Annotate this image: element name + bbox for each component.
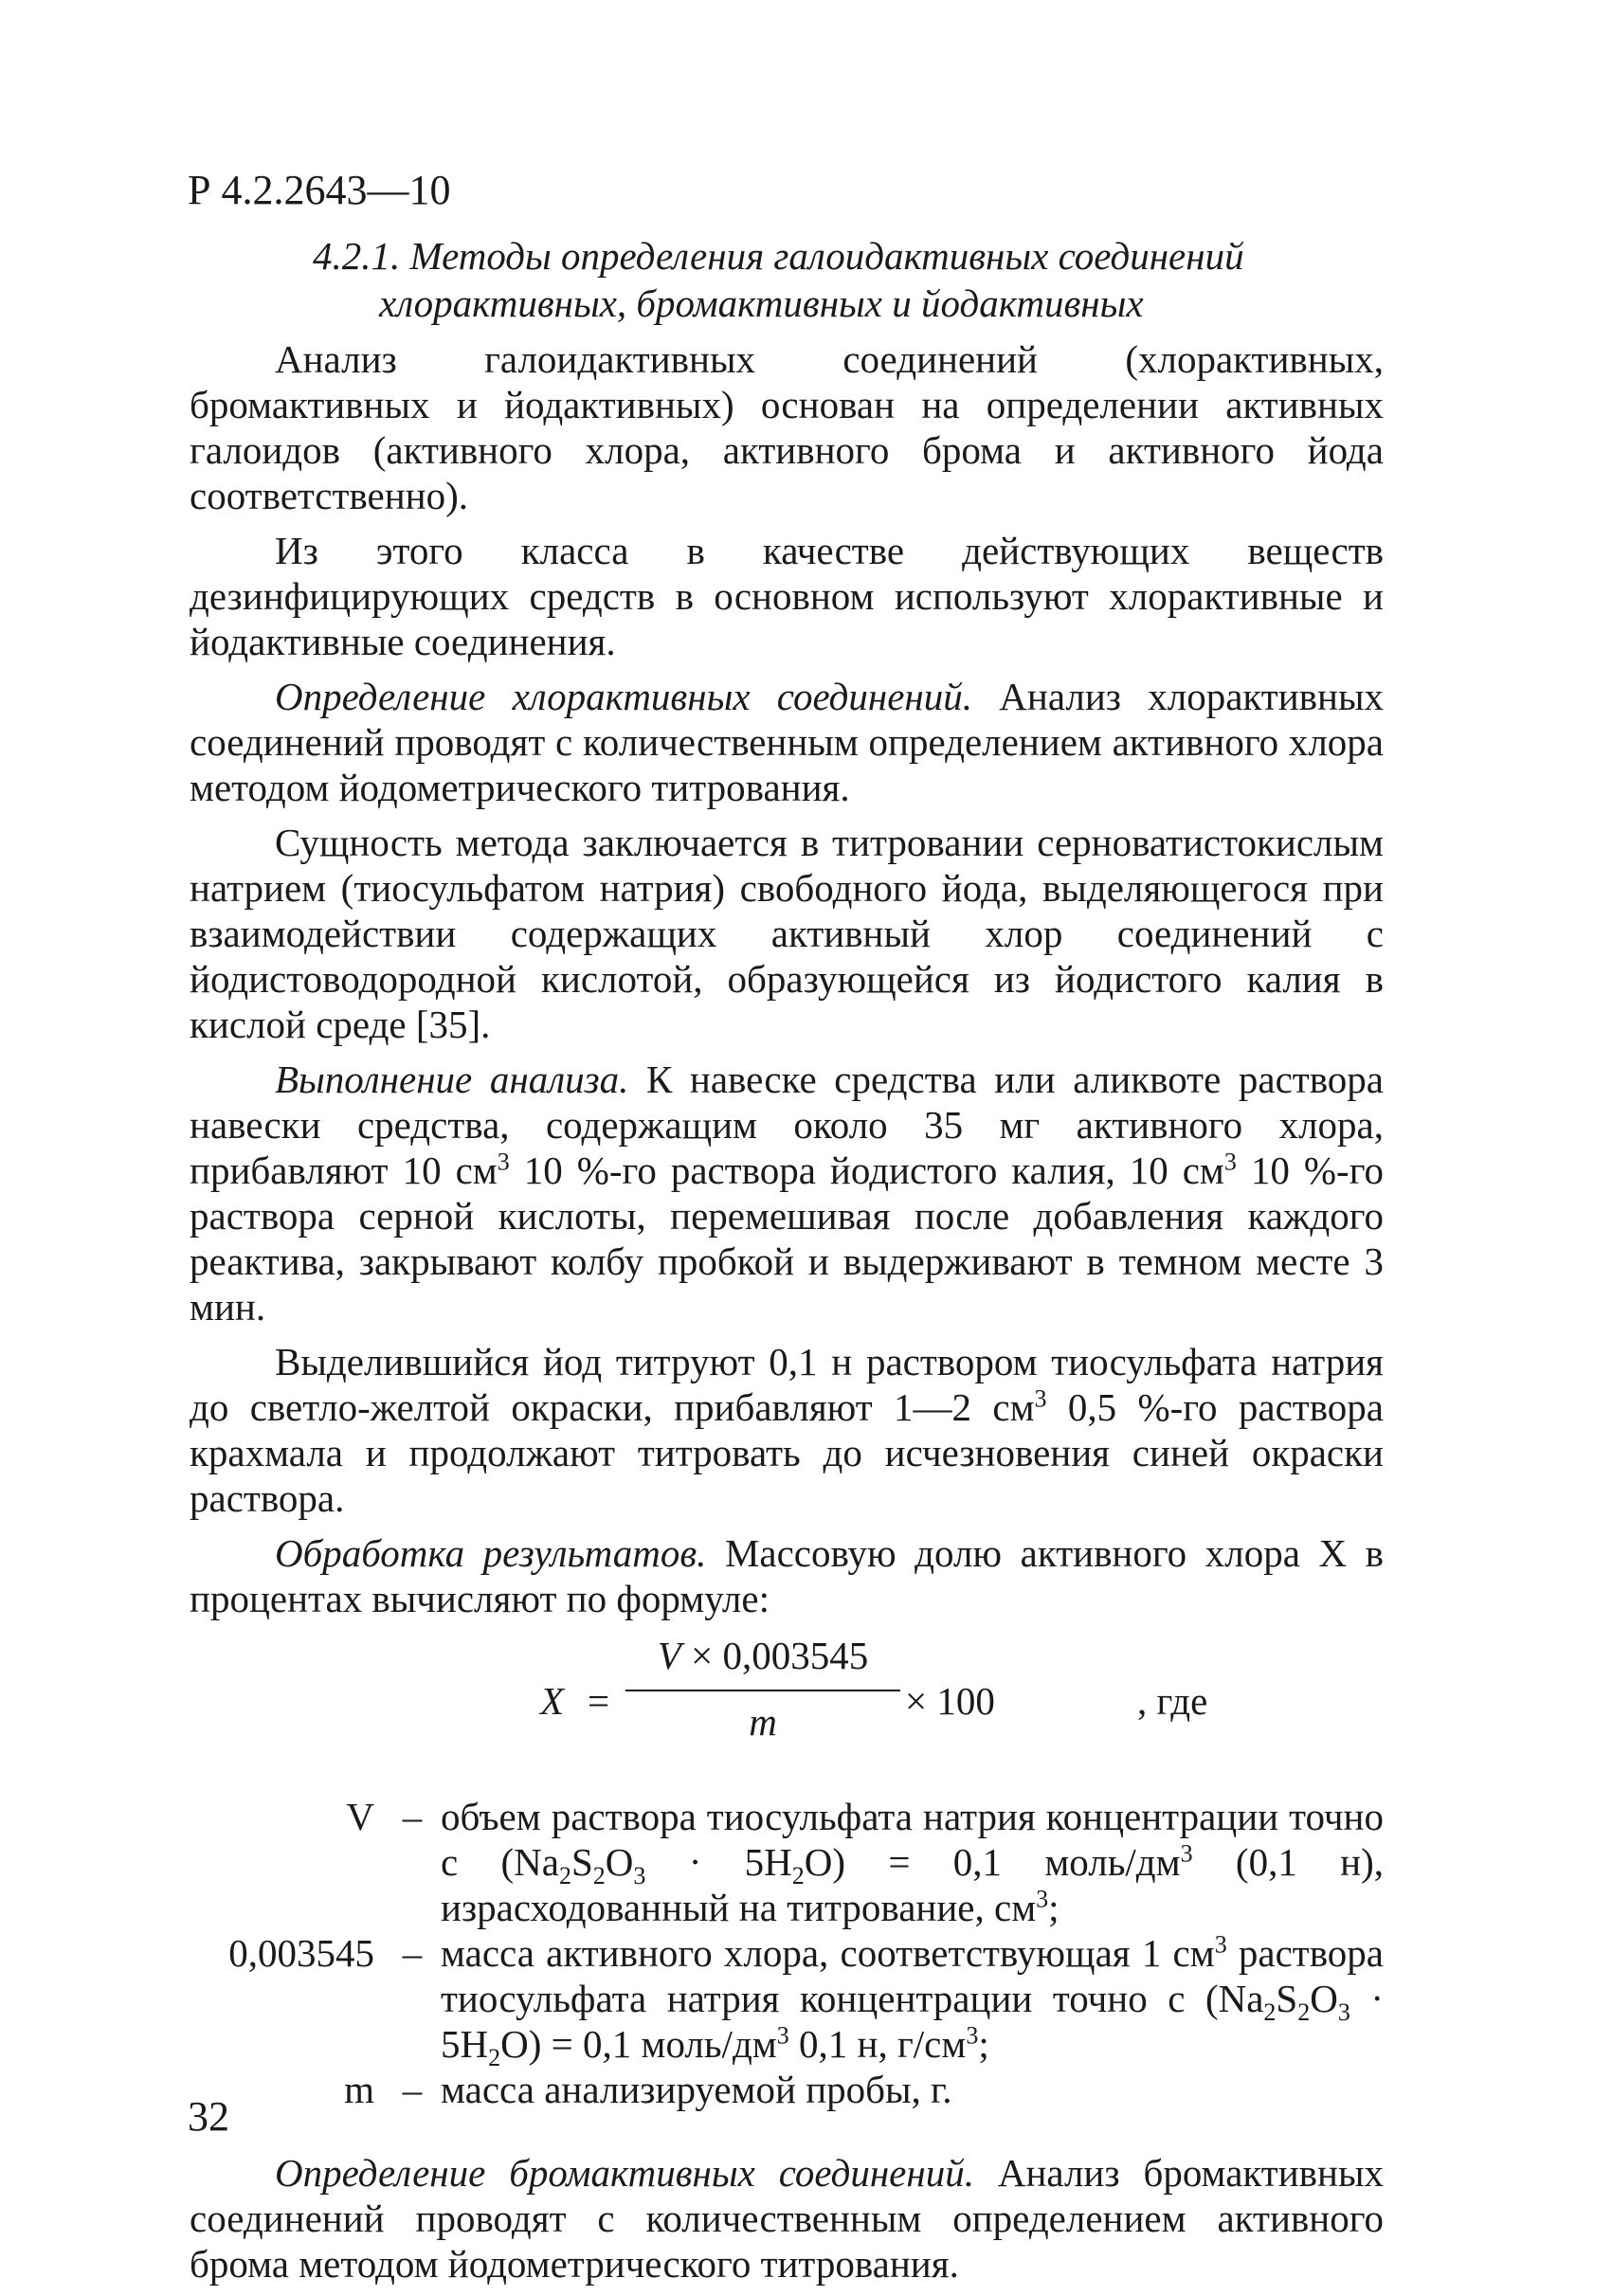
paragraph: Определение хлорактивных соединений. Анализ хлорактивных соединений проводят с количественным определением активного хлора методом йодометрического титрования. (190, 675, 1384, 809)
formula-numerator: V × 0,003545 (657, 1634, 869, 1677)
definition-text: масса анализируемой пробы, г. (441, 2068, 952, 2111)
fraction-bar (625, 1690, 900, 1691)
page-number: 32 (188, 2093, 229, 2140)
formula-denominator: m (749, 1700, 777, 1744)
formula (190, 1633, 1384, 1775)
paragraph: Из этого класса в качестве действующих веществ дезинфицирующих средств в основном используют хлорактивные и йодактивные соединения. (190, 529, 1384, 663)
paragraph-bromine: Определение бромактивных соединений. Анализ бромактивных соединений проводят с количественным определением активного брома методом йодометрического титрования. (190, 2151, 1384, 2286)
formula-where: , где (1137, 1679, 1208, 1723)
paragraph-lead: Определение хлорактивных соединений. (275, 675, 973, 718)
paragraph-lead: Выполнение анализа. (275, 1058, 629, 1101)
definition-symbol: V (346, 1795, 374, 1838)
definition-item (190, 1794, 1384, 1930)
paragraph-lead: Обработка результатов. (275, 1531, 707, 1575)
formula-multiplier: × 100 (905, 1679, 995, 1723)
variable-definitions (190, 1794, 1384, 2112)
paragraph: Сущность метода заключается в титровании серноватистокислым натрием (тиосульфатом натрия) свободного йода, выделяющегося при взаимодействии содержащих активный хлор соединений с йодистоводородной кислотой, образующейся из йодистого калия в кислой среде [35]. (190, 821, 1384, 1046)
definition-item (190, 2067, 1384, 2112)
definition-symbol: m (344, 2068, 374, 2111)
section-title-line2: хлорактивных, бромактивных и йодактивных (379, 281, 1144, 325)
definition-dash: – (402, 2068, 423, 2111)
definition-dash: – (402, 1931, 423, 1975)
definition-dash: – (402, 1795, 423, 1838)
definition-text: объем раствора тиосульфата натрия концентрации точно с $(Na_2S_2O_3 \cdot 5H_2O) = 0,1$ моль/$дм^3$ (0,1 н), израсходованный на титрование, $см^3$; (441, 1795, 1384, 1929)
paragraph: Анализ галоидактивных соединений (хлорактивных, бромактивных и йодактивных) основан на определении активных галоидов (активного хлора, активного брома и активного йода соответственно). (190, 337, 1384, 517)
paragraph-titration: Выделившийся йод титруют 0,1 н раствором тиосульфата натрия до светло-желтой окраски, прибавляют 1—2 $см^3$ 0,5 %-го раствора крахмала и продолжают титровать до исчезновения синей окраски раствора. (190, 1340, 1384, 1520)
document-code-header: Р 4.2.2643—10 (188, 167, 451, 213)
formula-lhs: X (540, 1679, 565, 1723)
definition-text: масса активного хлора, соответствующая 1 $см^3$ раствора тиосульфата натрия концентрации точно с $(Na_2S_2O_3 \cdot 5H_2O) = 0,1$ моль/$дм^3$ 0,1 н, $г/см^3$; (441, 1930, 1385, 2072)
body-text (190, 336, 1384, 2296)
section-title-line1: 4.2.1. Методы определения галоидактивных соединений (313, 234, 1244, 278)
paragraph-results: Обработка результатов. Массовую долю активного хлора X в процентах вычисляют по формуле: (190, 1531, 1384, 1620)
paragraph-lead: Определение бромактивных соединений. (275, 2151, 974, 2195)
formula-equals: = (588, 1679, 610, 1723)
paragraph-analysis: Выполнение анализа. К навеске средства или аликвоте раствора навески средства, содержащим около 35 мг активного хлора, прибавляют 10 $см^3$ 10 %-го раствора йодистого калия, 10 $см^3$ 10 %-го раствора серной кислоты, перемешивая после добавления каждого реактива, закрывают колбу пробкой и выдерживают в темном месте 3 мин. (190, 1058, 1384, 1329)
definition-symbol: 0,003545 (228, 1931, 374, 1975)
section-title (313, 232, 1336, 327)
definition-item (190, 1930, 1385, 2072)
